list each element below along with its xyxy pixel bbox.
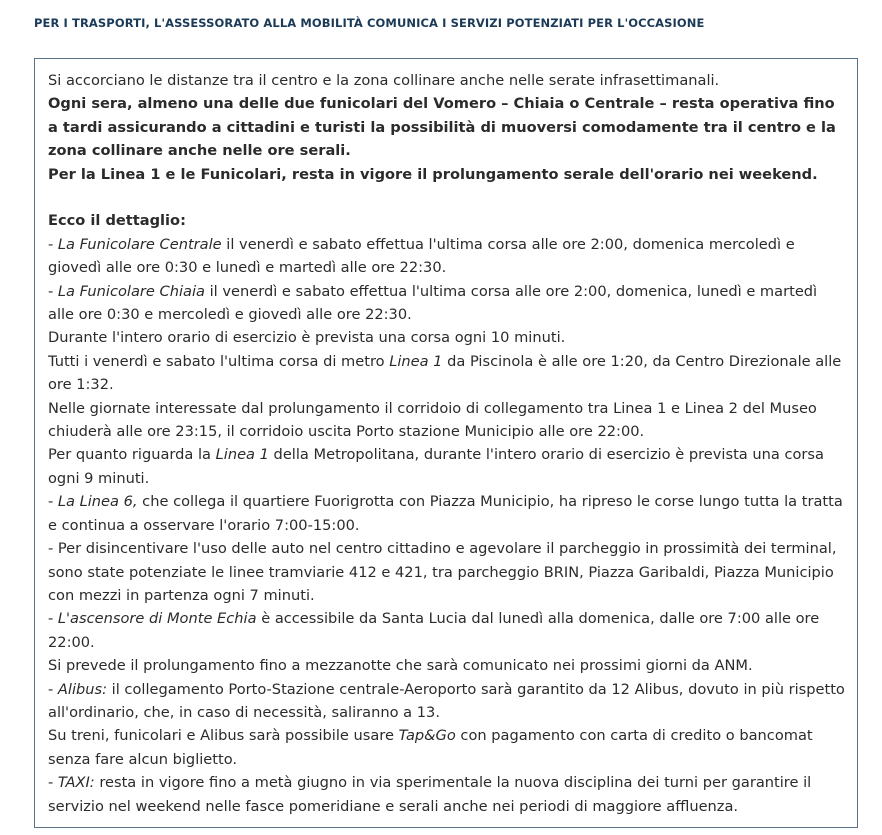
funicolare-centrale-label: La Funicolare Centrale [57,235,222,253]
bullet-dash: - [48,282,58,300]
tapgo-label: Tap&Go [398,727,456,745]
tram-lines-item: - Per disincentivare l'uso delle auto nel centro cittadino e agevolare il parcheggio in prossimità dei terminal, sono state potenziate le linee tramviarie 412 e 421, tra parcheggio BRIN, Piazza Garibaldi, Piazza Municipio con mezzi in partenza ogni 7 minuti. [48,540,837,604]
alibus-item [48,678,845,725]
funicular-evening-paragraph: Ogni sera, almeno una delle due funicolari del Vomero – Chiaia o Centrale – resta operativa fino a tardi assicurando a cittadini e turisti la possibilità di muoversi comodamente tra il centro e la zona collinare anche nelle ore serali. [48,95,836,160]
funicolare-chiaia-text: il venerdì e sabato effettua l'ultima corsa alle ore 2:00, domenica, lunedì e martedì alle ore 0:30 e mercoledì e giovedì alle ore 22:30. [48,282,818,324]
bullet-dash: - [48,235,58,253]
linea1-last-run-text-b: da Piscinola è alle ore 1:20, da Centro Direzionale alle ore 1:32. [48,352,842,394]
tapgo-paragraph [48,724,845,771]
funicolare-chiaia-label: La Funicolare Chiaia [57,282,205,300]
funicolare-centrale-item [48,233,845,280]
article-box [34,58,858,828]
frequency-paragraph: Durante l'intero orario di esercizio è prevista una corsa ogni 10 minuti. [48,329,566,347]
ascensore-label: L'ascensore di Monte Echia [57,610,257,628]
ascensore-item [48,607,845,654]
spacer [48,186,845,209]
ascensore-text: è accessibile da Santa Lucia dal lunedì alla domenica, dalle ore 7:00 alle ore 22:00. [48,610,820,651]
corridor-paragraph: Nelle giornate interessate dal prolungamento il corridoio di collegamento tra Linea 1 e Linea 2 del Museo chiuderà alle ore 23:15, il corridoio uscita Porto stazione Municipio alle ore 22:00. [48,399,817,441]
article-content [48,69,845,818]
linea6-label: La Linea 6, [57,493,138,511]
taxi-item [48,771,845,818]
bullet-dash: - [48,610,58,628]
linea1-frequency-text-b: della Metropolitana, durante l'intero orario di esercizio è prevista una corsa ogni 9 minuti. [48,446,824,487]
bullet-dash: - [48,680,58,698]
funicolare-chiaia-item [48,280,845,327]
bullet-dash: - [48,774,58,792]
taxi-label: TAXI: [57,774,95,792]
linea6-item [48,490,845,537]
weekend-extension-paragraph: Per la Linea 1 e le Funicolari, resta in vigore il prolungamento serale dell'orario nei weekend. [48,165,818,183]
linea1-frequency-text-a: Per quanto riguarda la [48,446,216,464]
midnight-extension-paragraph: Si prevede il prolungamento fino a mezzanotte che sarà comunicato nei prossimi giorni da ANM. [48,657,753,675]
tapgo-text-b: con pagamento con carta di credito o bancomat senza fare alcun biglietto. [48,727,813,768]
linea1-frequency-paragraph [48,443,845,490]
detail-heading: Ecco il dettaglio: [48,212,186,230]
section-heading: PER I TRASPORTI, L'ASSESSORATO ALLA MOBILITÀ COMUNICA I SERVIZI POTENZIATI PER L'OCCASIONE [34,16,705,30]
linea1-last-run-paragraph [48,350,845,397]
alibus-label: Alibus: [57,680,108,698]
linea6-text: che collega il quartiere Fuorigrotta con Piazza Municipio, ha ripreso le corse lungo tutta la tratta e continua a osservare l'orario 7:00-15:00. [48,493,843,534]
intro-paragraph: Si accorciano le distanze tra il centro e la zona collinare anche nelle serate infrasettimanali. [48,72,720,89]
linea1-last-run-text-a: Tutti i venerdì e sabato l'ultima corsa di metro [48,352,390,370]
funicolare-centrale-text: il venerdì e sabato effettua l'ultima corsa alle ore 2:00, domenica mercoledì e giovedì alle ore 0:30 e lunedì e martedì alle ore 22:30. [48,235,795,277]
bullet-dash: - [48,493,58,511]
linea1-label: Linea 1 [389,352,443,370]
alibus-text: il collegamento Porto-Stazione centrale-Aeroporto sarà garantito da 12 Alibus, dovuto in più rispetto all'ordinario, che, in caso di necessità, saliranno a 13. [48,680,845,721]
linea1-label: Linea 1 [215,446,269,464]
taxi-text: resta in vigore fino a metà giugno in via sperimentale la nuova disciplina dei turni per garantire il servizio nel weekend nelle fasce pomeridiane e serali anche nei periodi di maggiore affluenza. [48,774,812,815]
tapgo-text-a: Su treni, funicolari e Alibus sarà possibile usare [48,727,399,745]
